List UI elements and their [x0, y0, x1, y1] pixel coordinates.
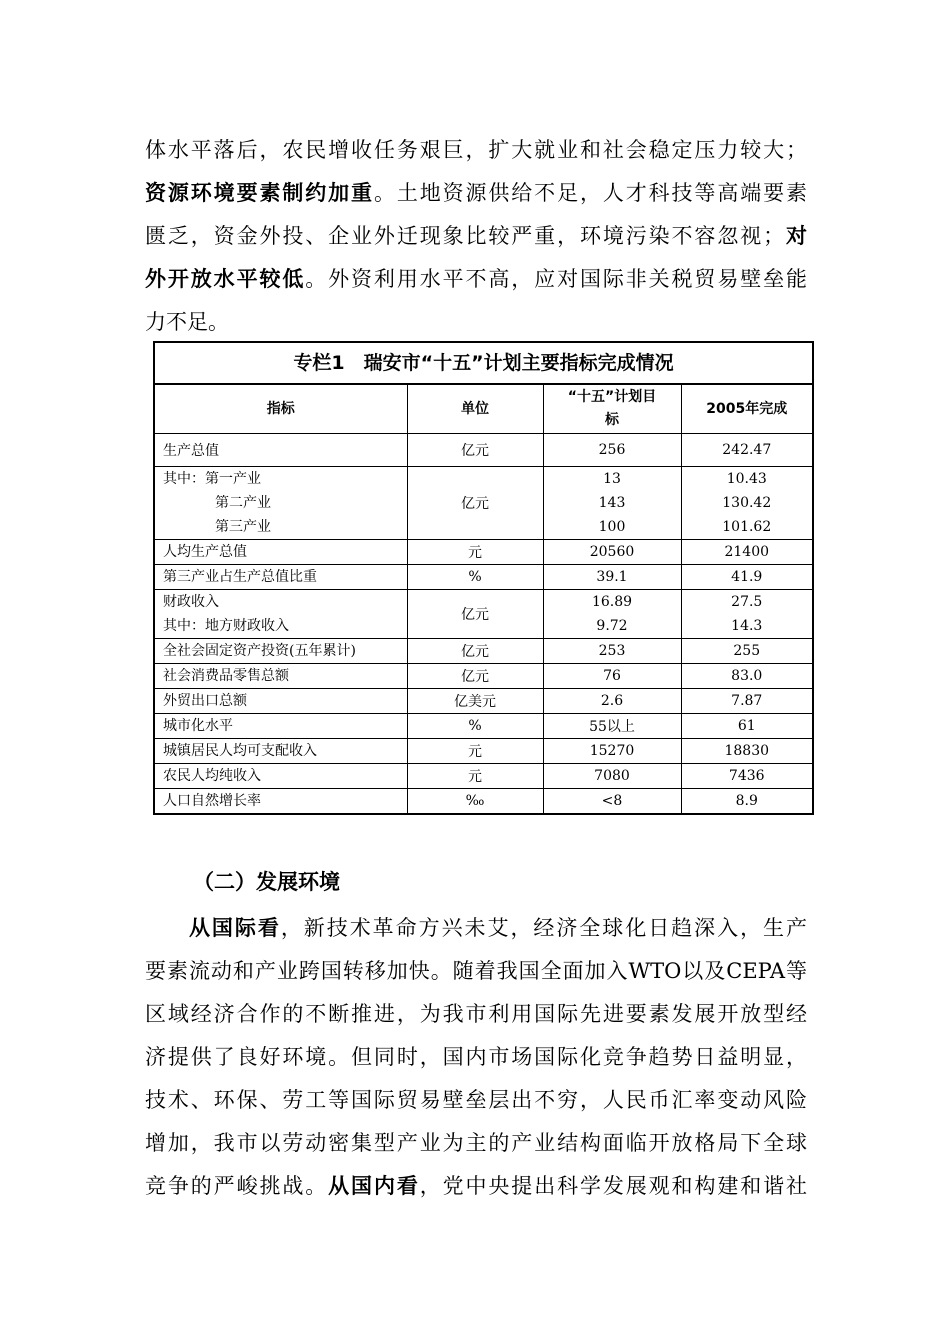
- table-header-row: [155, 385, 812, 434]
- row-indicator: [155, 739, 407, 764]
- row-unit: 亿元: [407, 434, 543, 467]
- text-run: 匮乏，资金外投、企业外迁现象比较严重，环境污染不容忽视；: [145, 224, 785, 248]
- section-heading: （二）发展环境: [193, 870, 340, 894]
- row-unit: %: [407, 714, 543, 739]
- actual-value: 10.43: [726, 471, 767, 487]
- row-target: 2.6: [543, 689, 681, 714]
- text-line: [145, 1122, 807, 1165]
- indicator-line: 城镇居民人均可支配收入: [163, 743, 317, 759]
- table-row: [155, 664, 812, 689]
- table-row: [155, 739, 812, 764]
- text-line: [145, 950, 807, 993]
- row-indicator: [155, 664, 407, 689]
- indicator-line: 第三产业: [215, 519, 271, 535]
- bold-phrase: 资源环境要素制约加重: [145, 181, 374, 205]
- row-actual: 7436: [681, 764, 812, 789]
- row-unit: 元: [407, 540, 543, 565]
- row-actual: 21400: [681, 540, 812, 565]
- row-target: <8: [543, 789, 681, 814]
- text-run: 要素流动和产业跨国转移加快。随着我国全面加入WTO以及CEPA等: [145, 959, 807, 983]
- row-actual: 61: [681, 714, 812, 739]
- text-run: 竞争的严峻挑战。: [145, 1174, 329, 1198]
- row-indicator: [155, 764, 407, 789]
- paragraph-challenges: [145, 129, 807, 344]
- text-line: [145, 1165, 807, 1208]
- row-actual: 18830: [681, 739, 812, 764]
- text-line: [145, 172, 807, 215]
- bold-phrase: 从国际看: [187, 916, 281, 940]
- actual-value: 14.3: [731, 618, 763, 634]
- text-run: 。土地资源供给不足，人才科技等高端要素: [373, 181, 807, 205]
- row-target: 256: [543, 434, 681, 467]
- row-unit: ‰: [407, 789, 543, 814]
- row-indicator: [155, 590, 407, 639]
- target-value: 16.89: [591, 594, 633, 610]
- row-target: 7080: [543, 764, 681, 789]
- text-line: [145, 993, 807, 1036]
- header-unit: 单位: [407, 385, 543, 434]
- row-target: [543, 467, 681, 540]
- actual-value: 130.42: [722, 495, 772, 511]
- indicator-line: 其中：地方财政收入: [163, 618, 289, 634]
- target-value: 13: [603, 471, 621, 487]
- indicator-line: 人均生产总值: [163, 544, 247, 560]
- header-target-line: 标: [605, 412, 619, 428]
- row-actual: 242.47: [681, 434, 812, 467]
- table-row: [155, 467, 812, 540]
- row-unit: 亿元: [407, 590, 543, 639]
- text-run: 区域经济合作的不断推进，为我市利用国际先进要素发展开放型经: [145, 1002, 807, 1026]
- row-indicator: [155, 639, 407, 664]
- text-run: 济提供了良好环境。但同时，国内市场国际化竞争趋势日益明显，: [145, 1045, 807, 1069]
- row-unit: 元: [407, 739, 543, 764]
- indicator-line: 社会消费品零售总额: [163, 668, 289, 684]
- header-target-line: “十五”计划目: [567, 389, 657, 405]
- row-indicator: [155, 565, 407, 590]
- row-actual: [681, 590, 812, 639]
- bold-phrase: 从国内看: [328, 1174, 420, 1198]
- text-run: 技术、环保、劳工等国际贸易壁垒层出不穷，人民币汇率变动风险: [145, 1088, 807, 1112]
- bold-phrase: 对: [784, 224, 807, 248]
- header-indicator: 指标: [155, 385, 407, 434]
- row-target: 76: [543, 664, 681, 689]
- row-actual: 255: [681, 639, 812, 664]
- header-actual: 2005年完成: [681, 385, 812, 434]
- row-target: 39.1: [543, 565, 681, 590]
- text-line: [145, 907, 807, 950]
- bold-phrase: 外开放水平较低: [145, 267, 306, 291]
- row-actual: [681, 467, 812, 540]
- actual-value: 101.62: [722, 519, 772, 535]
- row-indicator: [155, 689, 407, 714]
- text-run: 力不足。: [145, 310, 229, 334]
- indicator-line: 人口自然增长率: [163, 793, 261, 809]
- table-row: [155, 540, 812, 565]
- text-line: [145, 1079, 807, 1122]
- table-row: [155, 639, 812, 664]
- row-target: 15270: [543, 739, 681, 764]
- indicator-line: 农民人均纯收入: [163, 768, 261, 784]
- row-target: [543, 590, 681, 639]
- text-line: [145, 129, 807, 172]
- table-row: [155, 689, 812, 714]
- row-unit: 亿元: [407, 467, 543, 540]
- row-unit: %: [407, 565, 543, 590]
- header-target: [543, 385, 681, 434]
- row-target: 20560: [543, 540, 681, 565]
- row-unit: 亿元: [407, 639, 543, 664]
- text-run: 。外资利用水平不高，应对国际非关税贸易壁垒能: [305, 267, 807, 291]
- row-indicator: 生产总值: [155, 434, 407, 467]
- target-value: 143: [598, 495, 626, 511]
- row-indicator: [155, 467, 407, 540]
- target-value: 100: [598, 519, 626, 535]
- row-unit: 亿元: [407, 664, 543, 689]
- text-line: [145, 301, 807, 344]
- table-row: [155, 789, 812, 814]
- text-run: 增加，我市以劳动密集型产业为主的产业结构面临开放格局下全球: [145, 1131, 807, 1155]
- indicator-line: 第二产业: [215, 495, 271, 511]
- target-value: 9.72: [596, 618, 628, 634]
- indicator-table: [155, 384, 812, 813]
- table-row: [155, 565, 812, 590]
- text-line: [145, 258, 807, 301]
- row-unit: 亿美元: [407, 689, 543, 714]
- row-actual: 8.9: [681, 789, 812, 814]
- indicator-line: 第三产业占生产总值比重: [163, 569, 317, 585]
- row-indicator: [155, 789, 407, 814]
- row-target: 253: [543, 639, 681, 664]
- table-title: 专栏1 瑞安市“十五”计划主要指标完成情况: [155, 343, 812, 384]
- table-row: [155, 434, 812, 467]
- indicator-line: 财政收入: [163, 594, 219, 610]
- indicator-line: 全社会固定资产投资(五年累计): [163, 643, 356, 659]
- actual-value: 27.5: [731, 594, 763, 610]
- row-indicator: [155, 714, 407, 739]
- indicator-line: 外贸出口总额: [163, 693, 247, 709]
- row-actual: 7.87: [681, 689, 812, 714]
- table-row: [155, 590, 812, 639]
- row-target: 55以上: [543, 714, 681, 739]
- text-line: [145, 215, 807, 258]
- text-run: ，党中央提出科学发展观和构建和谐社: [419, 1174, 807, 1198]
- text-line: [145, 1036, 807, 1079]
- row-actual: 83.0: [681, 664, 812, 689]
- row-actual: 41.9: [681, 565, 812, 590]
- indicator-line: 城市化水平: [163, 718, 233, 734]
- indicator-table-box: [153, 341, 814, 815]
- table-row: [155, 714, 812, 739]
- indicator-line: 其中：第一产业: [163, 471, 261, 487]
- text-run: 体水平落后，农民增收任务艰巨，扩大就业和社会稳定压力较大；: [145, 138, 807, 162]
- text-run: ，新技术革命方兴未艾，经济全球化日趋深入，生产: [280, 916, 807, 940]
- row-indicator: [155, 540, 407, 565]
- table-row: [155, 764, 812, 789]
- row-unit: 元: [407, 764, 543, 789]
- paragraph-environment: [145, 907, 807, 1208]
